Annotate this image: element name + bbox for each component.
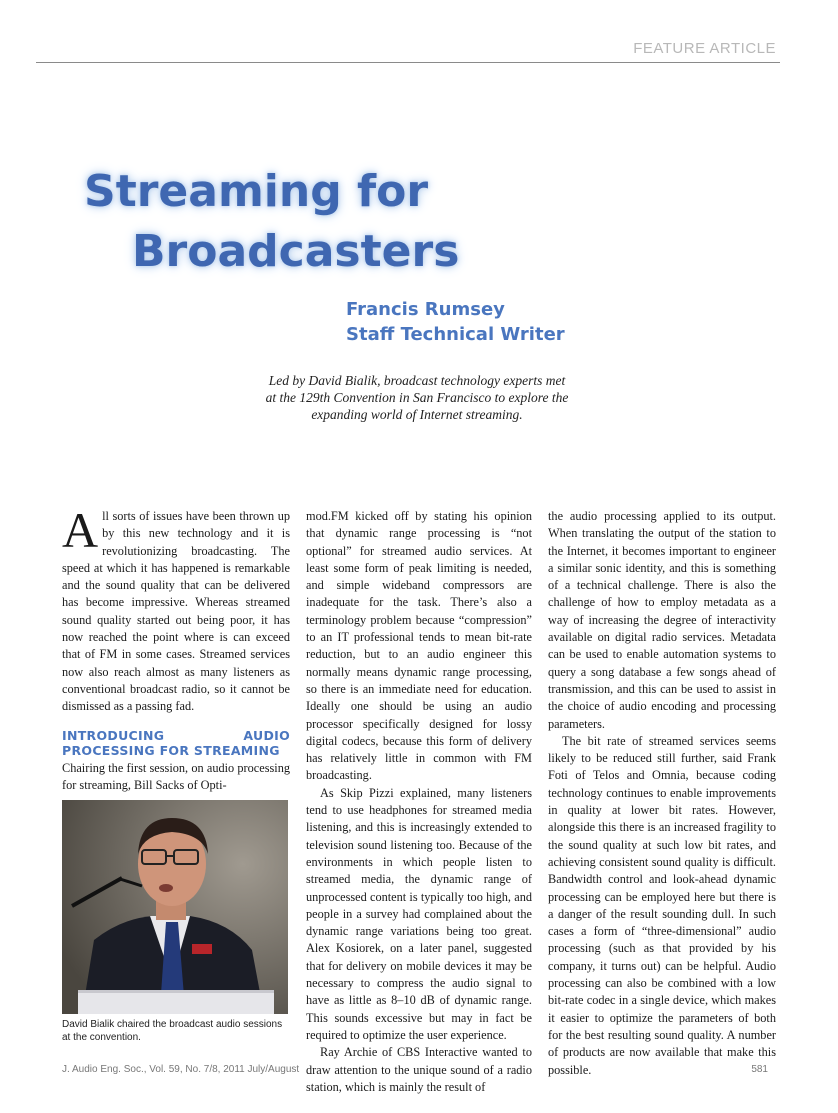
header-rule [36, 62, 780, 63]
author-role: Staff Technical Writer [346, 324, 565, 345]
column-2 [306, 508, 532, 1096]
body-paragraph: The bit rate of streamed services seems likely to be reduced still further, said Frank Foti of Telos and Omnia, because coding technology continues to enable improvements in quality at lower bit rates. However, alongside this there is an increased fragility to the sound quality at such low bit rates, and achieving consistent sound quality is difficult. Bandwidth control and look-ahead dynamic processing can be employed here but there is a danger of the result sounding dull. In such cases a form of “three-dimensional” audio processing (such as that provided by his company, it turns out) can be helpful. Audio processing can also be combined with a low bit-rate codec in a single device, which makes it easier to optimize the parameters of both for the best resulting sound quality. A number of products are now available that make this possible. [548, 733, 776, 1077]
intro-text: ll sorts of issues have been thrown up by this new technology and it is revolutionizing broadcasting. The speed at which it has happened is remarkable and the sound quality that can be delivered has become impressive. Whereas streamed sound quality started out being poor, it has now reached the point where is can exceed that of FM in some cases. Streamed services now also reach almost as many listeners as conventional broadcast radio, so it cannot be dismissed as a passing fad. [62, 509, 290, 714]
page-number: 581 [751, 1064, 768, 1075]
article-title-line-2: Broadcasters [132, 226, 460, 277]
intro-paragraph [62, 502, 290, 716]
body-paragraph: As Skip Pizzi explained, many listeners tend to use headphones for streamed media listening, and this is increasingly extended to television sound listening too. Because of the environments in which people listen to streamed media, the dynamic range of unprocessed content is typically too high, and people in a survey had complained about the dynamic range variations being too great. Alex Kosiorek, on a later panel, suggested that for delivery on mobile devices it may be necessary to compress the audio signal to have as little as 8–10 dB of dynamic range. This sounds excessive but may in fact be required to optimize the user experience. [306, 785, 532, 1042]
lede-paragraph: Led by David Bialik, broadcast technology experts met at the 129th Convention in San Francisco to explore the expanding world of Internet streaming. [265, 373, 569, 422]
speaker-photo [62, 800, 288, 1014]
drop-cap: A [62, 502, 99, 558]
photo-caption: David Bialik chaired the broadcast audio sessions at the convention. [62, 1019, 283, 1043]
section-subhead: INTRODUCING AUDIO PROCESSING FOR STREAMING [62, 727, 290, 758]
speaker-photo-illustration [62, 800, 288, 1014]
body-paragraph: the audio processing applied to its output. When translating the output of the station to the Internet, it becomes important to engineer a similar sonic identity, and this is something of a technical challenge. There is also the challenge of how to employ metadata as a way of increasing the degree of interactivity available on digital radio services. Metadata can be used to enable automation systems to query a song database a few songs ahead of transmission, and this can be used to assist in the choice of audio encoding and processing parameters. [548, 509, 776, 731]
body-paragraph: mod.FM kicked off by stating his opinion that dynamic range processing is “not optional” for streamed audio services. At least some form of peak limiting is needed, and simple wideband compressors are inadequate for the task. There’s also a terminology problem because “compression” to an IT professional tends to mean bit-rate reduction, but to an audio engineer this normally means dynamic range processing, so there is an immediate need for education. Ideally one should be using an audio processor specifically designed for lossy digital codecs, because this form of delivery has relatively little in common with FM broadcasting. [306, 509, 532, 783]
article-title-line-1: Streaming for [84, 166, 429, 217]
column-1 [62, 502, 290, 794]
section-label: FEATURE ARTICLE [633, 40, 776, 57]
journal-citation: J. Audio Eng. Soc., Vol. 59, No. 7/8, 2011 July/August [62, 1064, 300, 1075]
body-paragraph: Ray Archie of CBS Interactive wanted to draw attention to the unique sound of a radio station, which is mainly the result of [306, 1045, 532, 1094]
body-paragraph: Chairing the first session, on audio processing for streaming, Bill Sacks of Opti- [62, 760, 290, 792]
author-name: Francis Rumsey [346, 299, 505, 320]
column-3 [548, 508, 776, 1079]
